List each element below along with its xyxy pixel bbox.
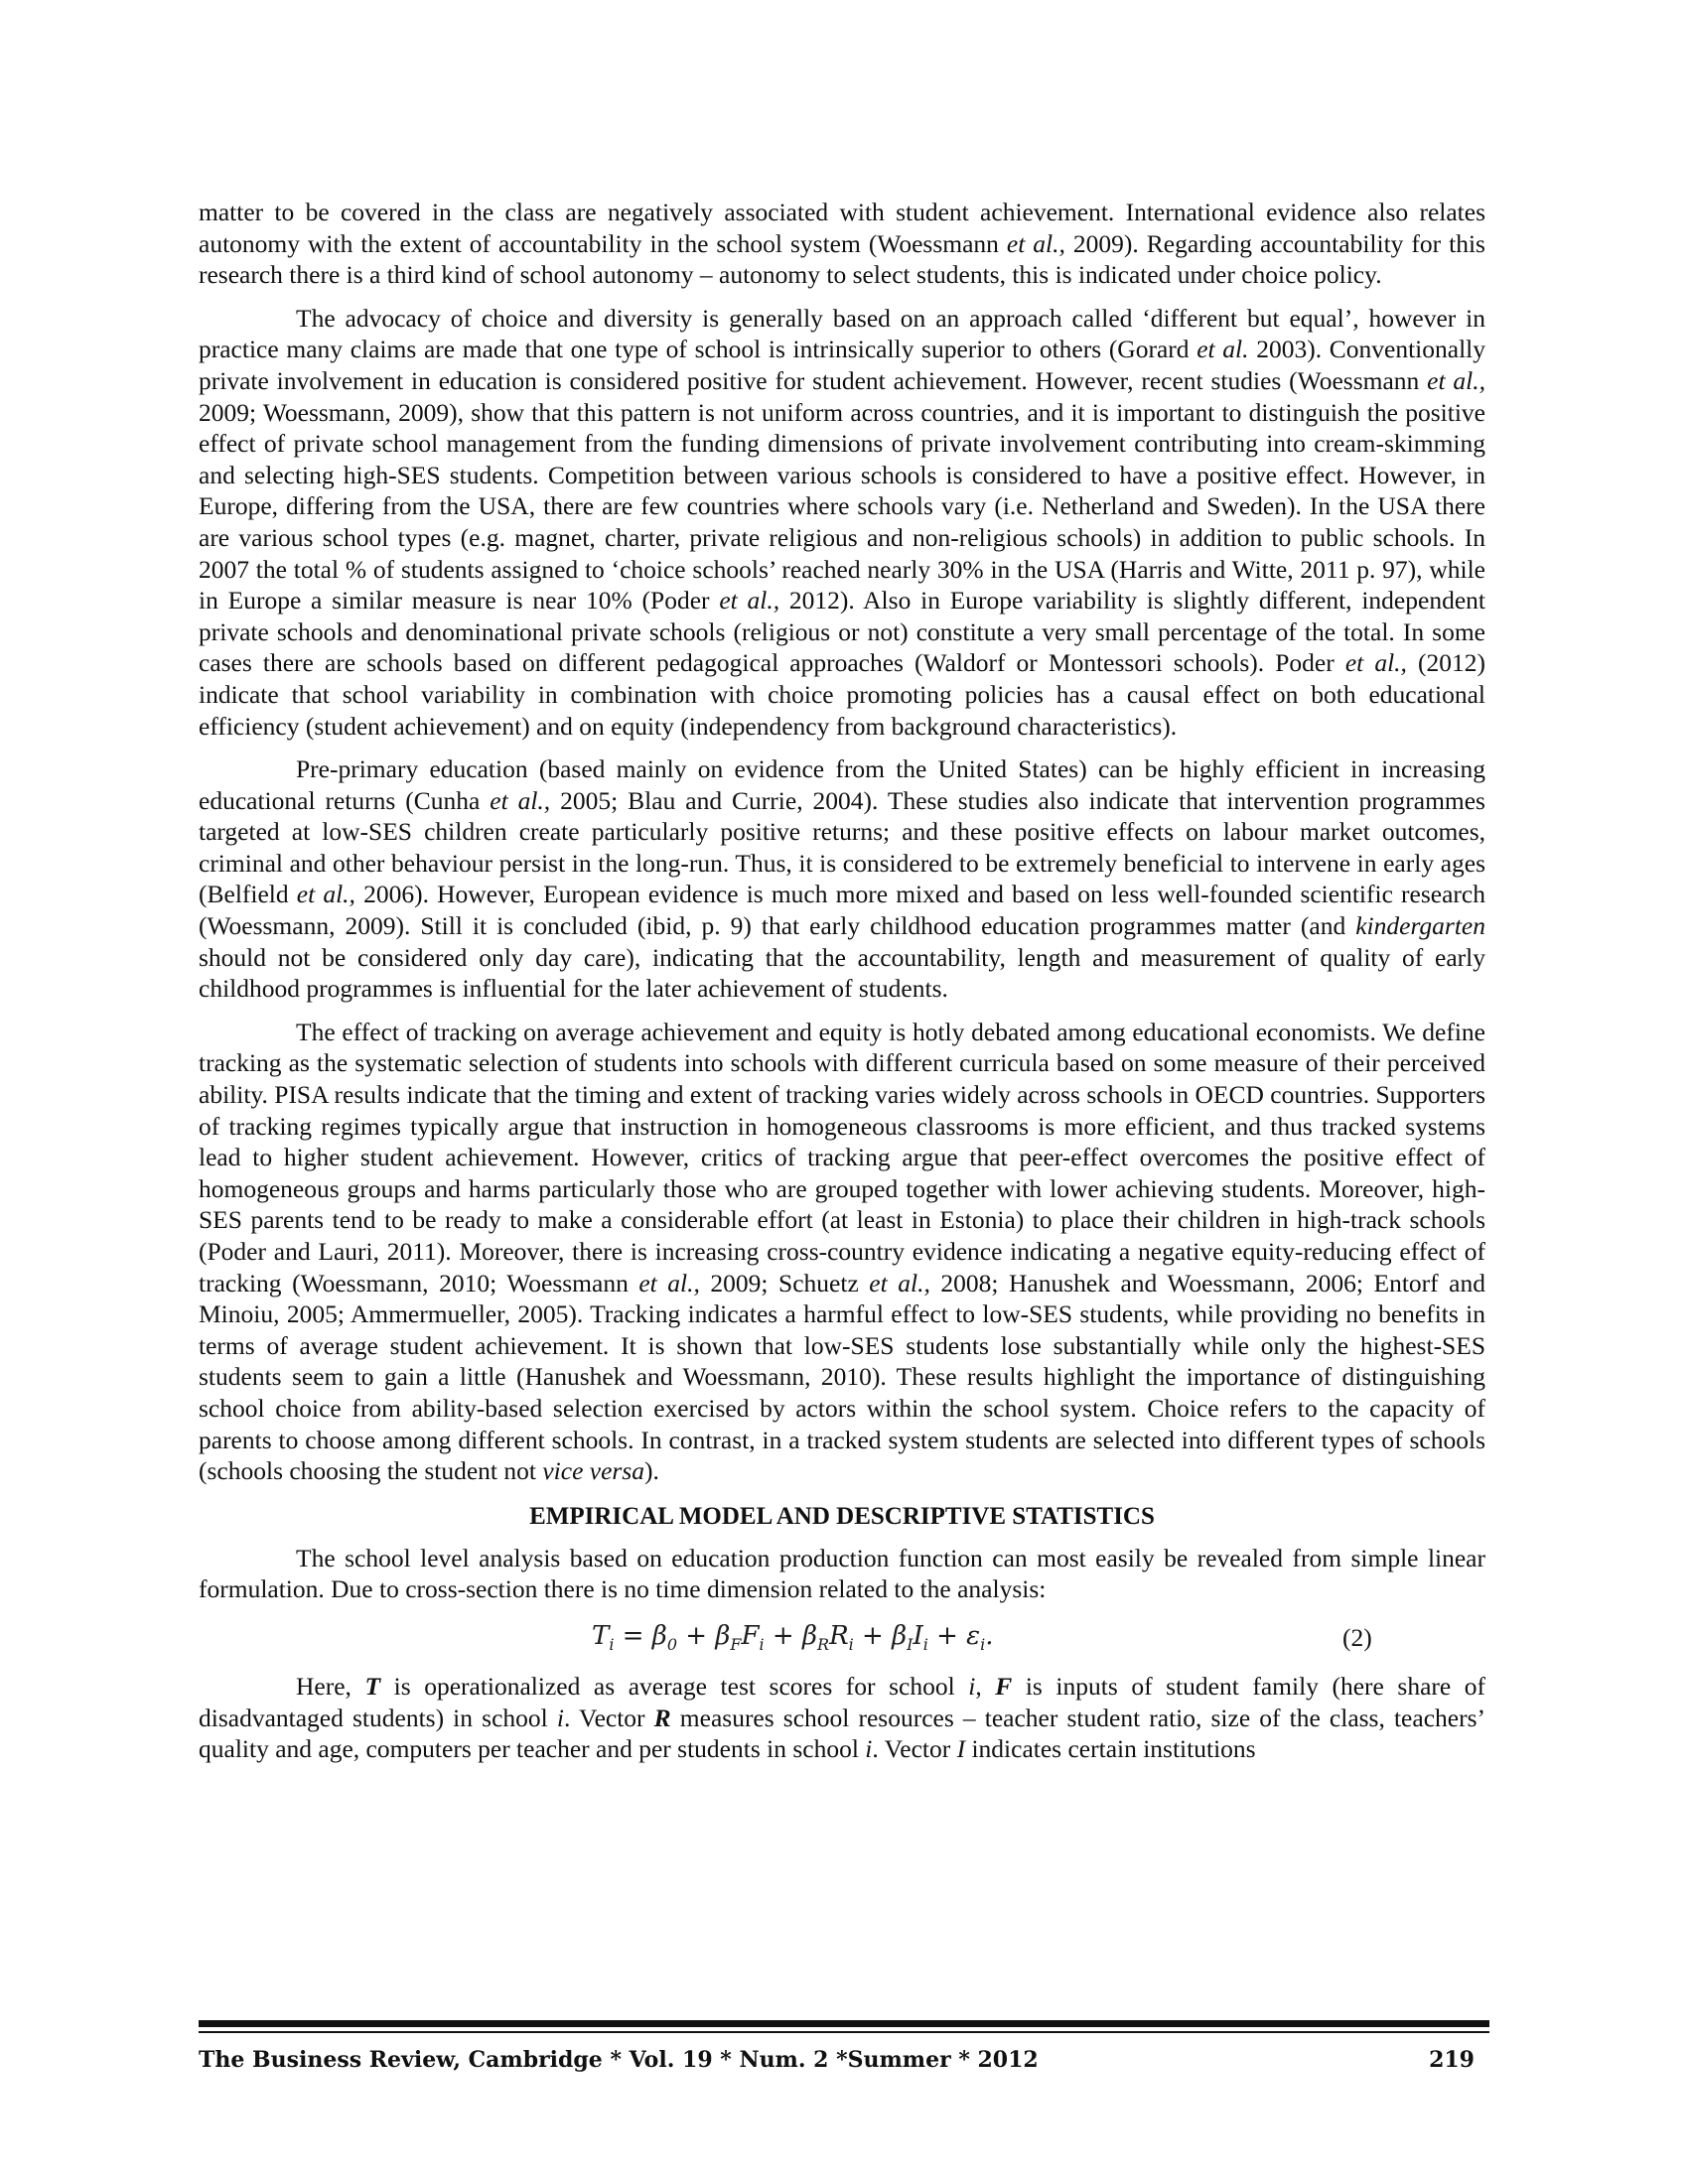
- eq-term: F: [741, 1620, 760, 1651]
- eq-term: I: [913, 1620, 923, 1651]
- eq-term: = β: [622, 1620, 667, 1651]
- math-symbol: I: [956, 1734, 966, 1764]
- italic-run: vice versa: [542, 1456, 644, 1486]
- eq-subscript: R: [817, 1635, 830, 1655]
- math-symbol: R: [653, 1703, 671, 1732]
- text-run: 2009; Schuetz: [699, 1268, 870, 1297]
- paragraph-5: [199, 1543, 1485, 1605]
- footer-rule-thick: [199, 2020, 1489, 2027]
- text-run: 2006). However, European evidence is much more mixed and based on less well-founded scientific research (Woessmann, 2009). Still it is concluded (ibid, p. 9) that early childhood education programmes matter (and: [199, 880, 1485, 941]
- text-run: 2005; Blau and Currie, 2004). These studies also indicate that intervention programmes targeted at low-SES children create particularly positive returns; and these positive effects on labour market outcomes, criminal and other behaviour persist in the long-run. Thus, it is considered to be extremely beneficial to intervene in early ages (Belfield: [199, 785, 1485, 909]
- eq-subscript: I: [907, 1635, 914, 1655]
- paragraph-4: [199, 1017, 1485, 1487]
- italic-run: kindergarten: [1355, 911, 1485, 941]
- text-run: 2003). Conventionally private involvement in education is considered positive for student achievement. However, recent studies (Woessmann: [199, 335, 1485, 395]
- eq-subscript: F: [730, 1635, 742, 1655]
- equation-2: [199, 1617, 1485, 1661]
- footer-rule-thin: [199, 2031, 1489, 2033]
- paragraph-3: [199, 753, 1485, 1005]
- math-symbol: i: [865, 1734, 873, 1764]
- eq-subscript: i: [759, 1635, 765, 1655]
- text-run: (2012) indicate that school variability in combination with choice promoting policies has a causal effect on both educational efficiency (student achievement) and on equity (independency from background characteristics).: [199, 648, 1486, 741]
- article-body: [199, 197, 1485, 1777]
- eq-subscript: i: [922, 1635, 928, 1655]
- equation-number: (2): [1342, 1622, 1372, 1652]
- italic-run: et al.,: [638, 1268, 700, 1297]
- equation-expression: [592, 1621, 994, 1654]
- eq-term: .: [985, 1620, 994, 1651]
- text-run: indicates certain institutions: [965, 1734, 1256, 1764]
- eq-term: R: [829, 1620, 849, 1651]
- eq-subscript: 0: [666, 1635, 678, 1655]
- paragraph-2: [199, 303, 1485, 742]
- italic-run: et al.,: [490, 785, 551, 815]
- paragraph-6: [199, 1671, 1485, 1765]
- eq-lhs: T: [592, 1620, 610, 1651]
- math-symbol: i: [556, 1703, 564, 1732]
- italic-run: et al.,: [719, 586, 780, 615]
- text-run: Pre-primary education (based mainly on evidence from the United States) can be highly efficient in increasing educational returns (Cunha: [199, 754, 1485, 815]
- italic-run: et al.,: [296, 880, 355, 909]
- text-run: The advocacy of choice and diversity is generally based on an approach called ‘different but equal’, however in practice many claims are made that one type of school is intrinsically superior to others (Gorard: [199, 303, 1485, 364]
- eq-subscript: i: [848, 1635, 854, 1655]
- eq-lhs-subscript: i: [609, 1635, 615, 1655]
- text-run: 2009). Regarding accountability for this research there is a third kind of school autonomy – autonomy to select students, this is indicated under choice policy.: [199, 228, 1485, 290]
- italic-run: et al.,: [869, 1268, 930, 1297]
- page-number: 219: [1429, 2047, 1475, 2073]
- text-run: ).: [644, 1456, 659, 1486]
- text-run: measures school resources – teacher student ratio, size of the class, teachers’ quality and age, computers per teacher and per students in school: [199, 1703, 1485, 1764]
- math-symbol: T: [364, 1671, 381, 1701]
- eq-term: + β: [677, 1620, 731, 1651]
- text-run: Here,: [296, 1671, 365, 1701]
- italic-run: et al.,: [1427, 365, 1485, 395]
- text-run: 2008; Hanushek and Woessmann, 2006; Entorf and Minoiu, 2005; Ammermueller, 2005). Tracking indicates a harmful effect to low-SES students, while providing no benefits in terms of average student achievement. It is shown that low-SES students lose substantially while only the highest-SES students seem to gain a little (Hanushek and Woessmann, 2010). These results highlight the importance of distinguishing school choice from ability-based selection exercised by actors within the school system. Choice refers to the capacity of parents to choose among different schools. In contrast, in a tracked system students are selected into different types of schools (schools choosing the student not: [199, 1268, 1485, 1486]
- text-run: is inputs of student family (here share of disadvantaged students) in school: [199, 1671, 1485, 1732]
- text-run: matter to be covered in the class are negatively associated with student achievement. International evidence also relates autonomy with the extent of accountability in the school system (Woessmann: [199, 198, 1485, 258]
- text-run: should not be considered only day care), indicating that the accountability, length and measurement of quality of early childhood programmes is influential for the later achievement of students.: [199, 942, 1485, 1004]
- text-run: 2012). Also in Europe variability is slightly different, independent private schools and denominational private schools (religious or not) constitute a very small percentage of the total. In some cases there are schools based on different pedagogical approaches (Waldorf or Montessori schools). Poder: [199, 586, 1485, 678]
- eq-subscript: i: [980, 1635, 986, 1655]
- text-run: 2009; Woessmann, 2009), show that this pattern is not uniform across countries, and it is important to distinguish the positive effect of private school management from the funding dimensions of private involvement contributing into cream-skimming and selecting high-SES students. Competition between various schools is considered to have a positive effect. However, in Europe, differing from the USA, there are few countries where schools vary (i.e. Netherland and Sweden). In the USA there are various school types (e.g. magnet, charter, private religious and non-religious schools) in addition to public schools. In 2007 the total % of students assigned to ‘choice schools’ reached nearly 30% in the USA (Harris and Witte, 2011 p. 97), while in Europe a similar measure is near 10% (Poder: [199, 397, 1485, 615]
- eq-term: + β: [764, 1620, 818, 1651]
- eq-term: + ε: [927, 1620, 981, 1651]
- text-run: ,: [975, 1671, 996, 1701]
- italic-run: et al.,: [1344, 648, 1407, 678]
- italic-run: et al.,: [1006, 228, 1065, 258]
- math-symbol: F: [995, 1671, 1013, 1701]
- text-run: . Vector: [563, 1703, 654, 1732]
- text-run: is operationalized as average test scores for school: [380, 1671, 969, 1701]
- paragraph-1: [199, 197, 1485, 291]
- section-heading: EMPIRICAL MODEL AND DESCRIPTIVE STATISTICS: [529, 1502, 1155, 1530]
- text-run: The school level analysis based on education production function can most easily be revealed from simple linear formulation. Due to cross-section there is no time dimension related to the analysis:: [199, 1543, 1485, 1604]
- eq-term: + β: [853, 1620, 908, 1651]
- italic-run: et al.: [1196, 335, 1249, 364]
- text-run: The effect of tracking on average achievement and equity is hotly debated among educational economists. We define tracking as the systematic selection of students into schools with different curricula based on some measure of their perceived ability. PISA results indicate that the timing and extent of tracking varies widely across schools in OECD countries. Supporters of tracking regimes typically argue that instruction in homogeneous classrooms is more efficient, and thus tracked systems lead to higher student achievement. However, critics of tracking argue that peer-effect overcomes the positive effect of homogeneous groups and harms particularly those who are grouped together with lower achieving students. Moreover, high-SES parents tend to be ready to make a considerable effort (at least in Estonia) to place their children in high-track schools (Poder and Lauri, 2011). Moreover, there is increasing cross-country evidence indicating a negative equity-reducing effect of tracking (Woessmann, 2010; Woessmann: [199, 1017, 1485, 1297]
- math-symbol: i: [968, 1671, 976, 1701]
- text-run: . Vector: [872, 1734, 957, 1764]
- journal-citation: The Business Review, Cambridge * Vol. 19 * Num. 2 *Summer * 2012: [199, 2047, 1039, 2073]
